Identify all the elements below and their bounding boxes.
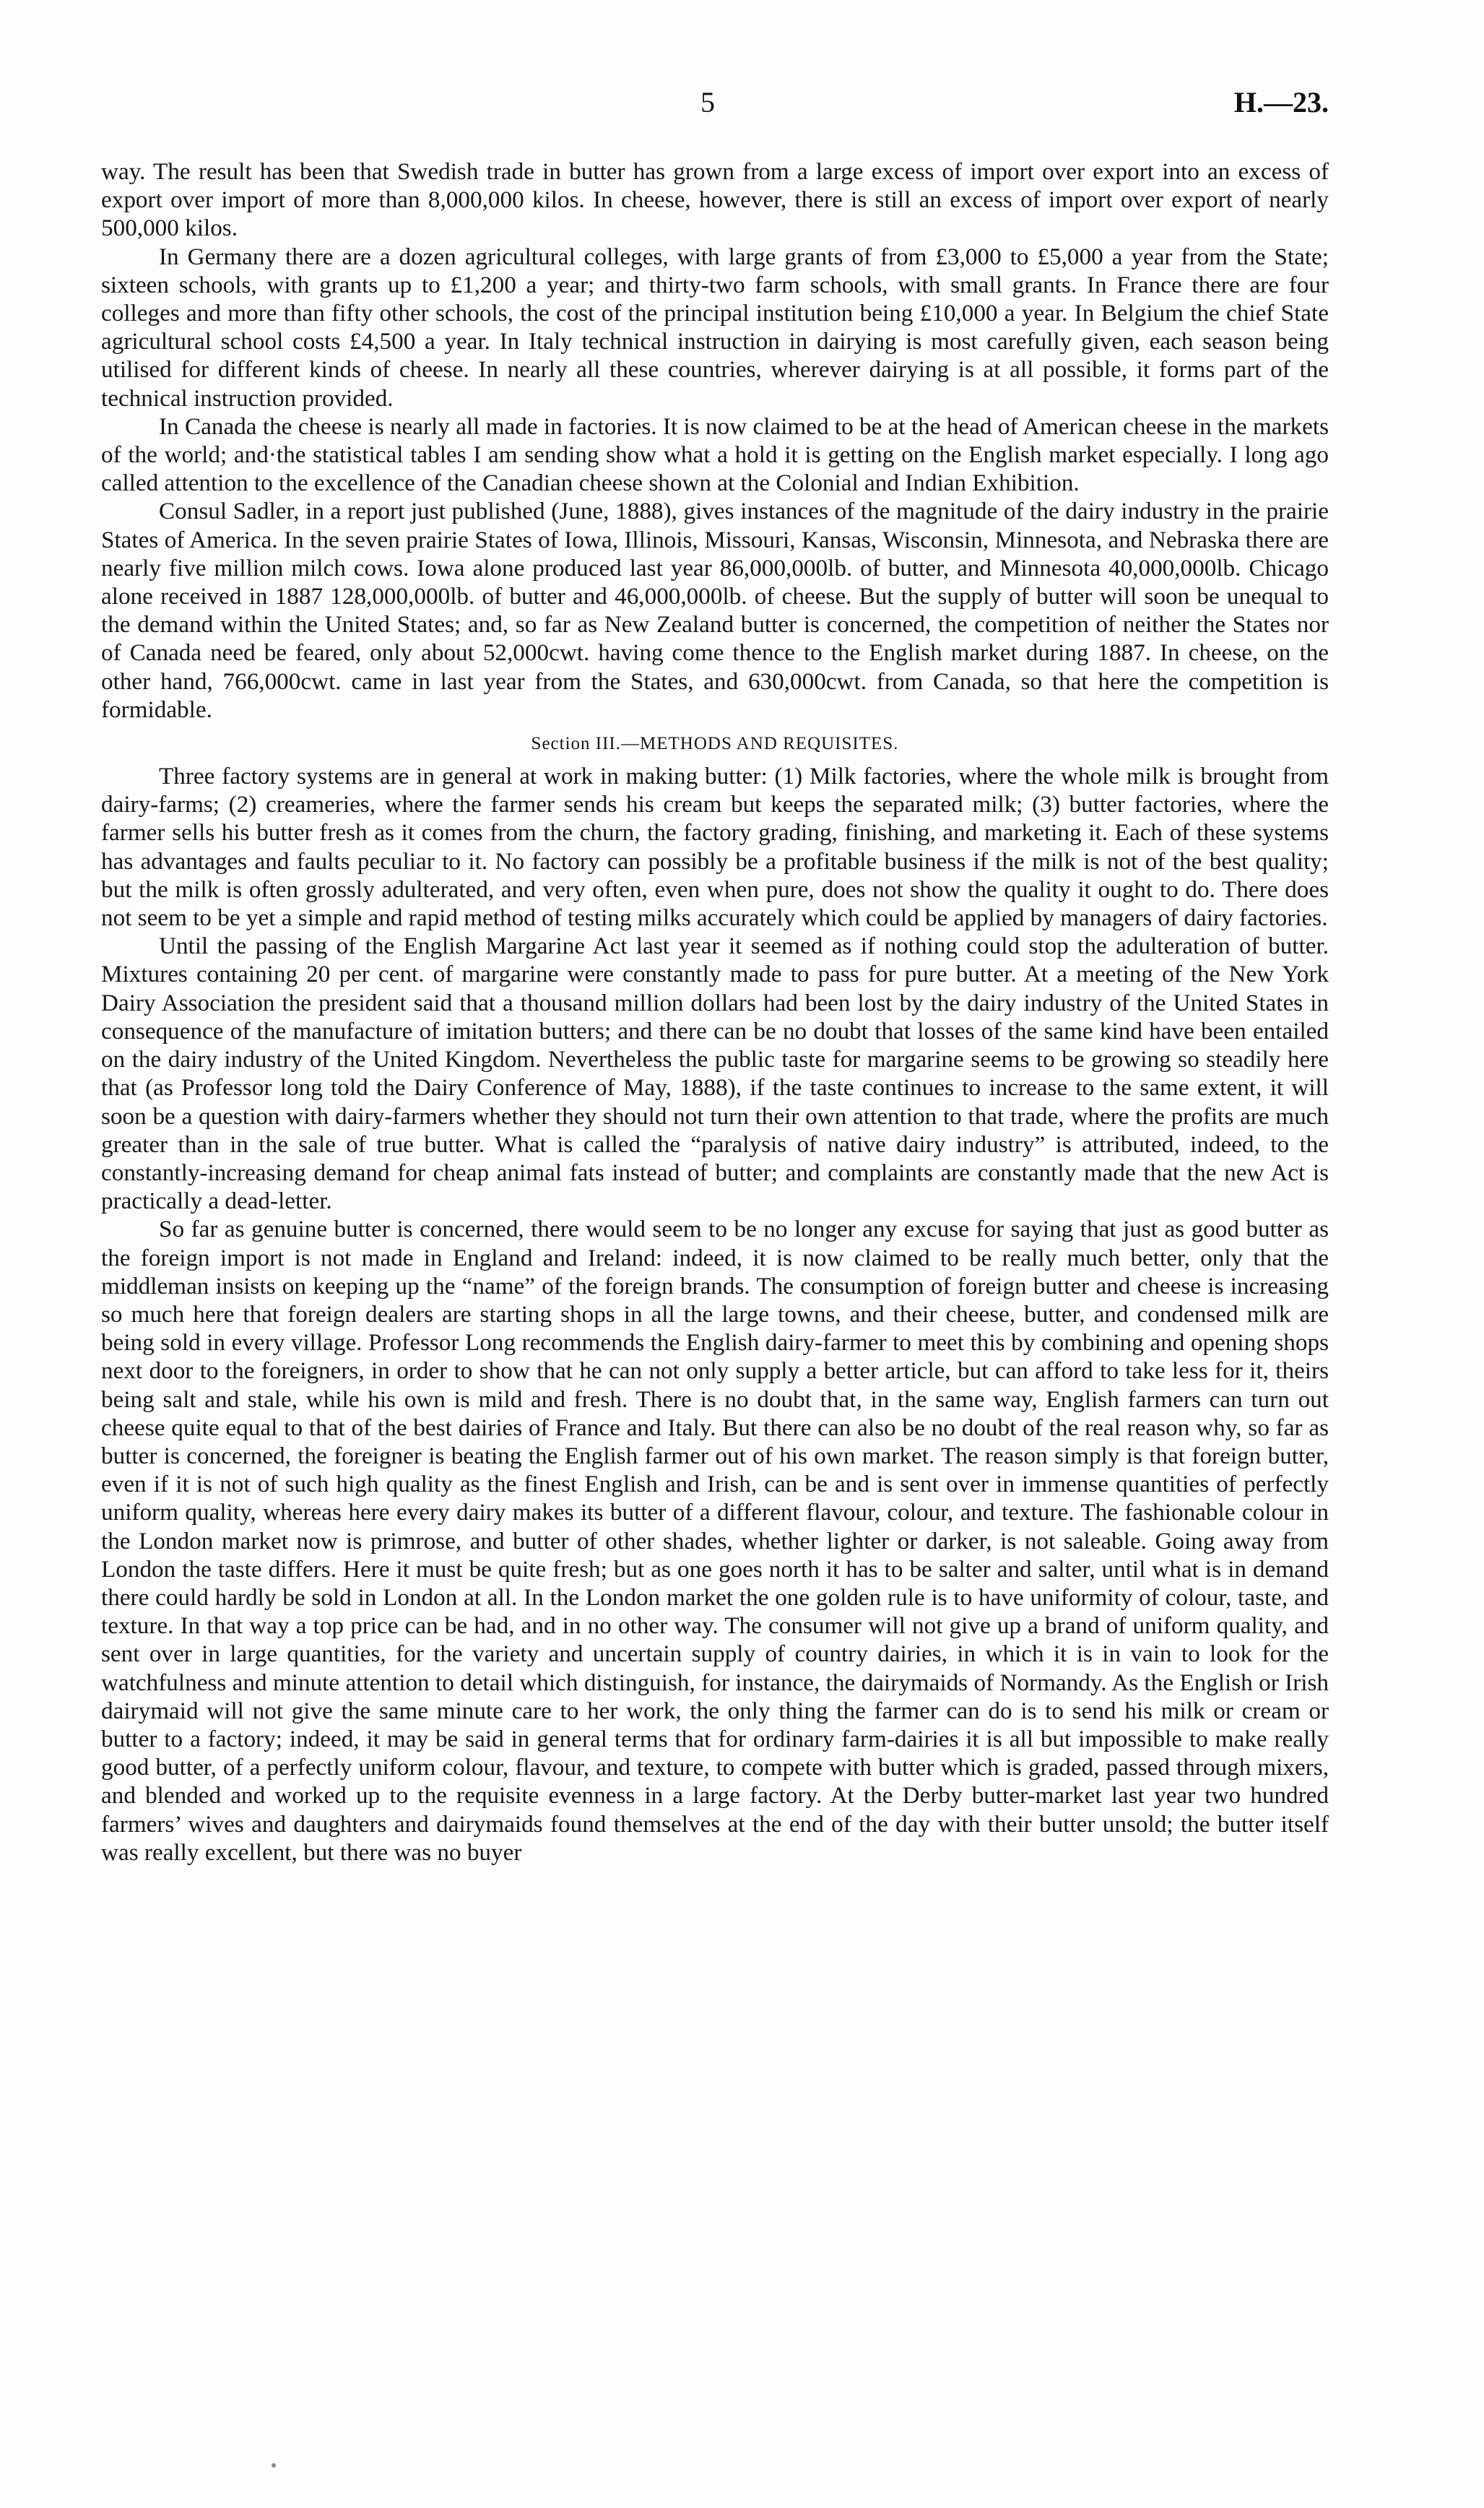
document-reference: H.—23. xyxy=(1233,86,1329,118)
section-heading: Section III.—METHODS AND REQUISITES. xyxy=(531,734,899,754)
paragraph-margarine-act: Until the passing of the English Margarine Act last year it seemed as if nothing could stop the adulteration of butter. Mixtures containing 20 per cent. of margarine were constantly made to pass for pure butter. At a meeting of the New York Dairy Association the president said that a thousand million dollars had been lost by the dairy industry of the United States in consequence of the manufacture of imitation butters; and there can be no doubt that losses of the same kind have been entailed on the dairy industry of the United Kingdom. Nevertheless the public taste for margarine seems to be growing so steadily here that (as Professor long told the Dairy Conference of May, 1888), if the taste continues to increase to the same extent, it will soon be a question with dairy-farmers whether they should not turn their own attention to that trade, where the profits are much greater than in the sale of true butter. What is called the “paralysis of native dairy industry” is attributed, indeed, to the constantly-increasing demand for cheap animal fats instead of butter; and complaints are constantly made that the new Act is practically a dead-letter. xyxy=(101,933,1329,1215)
paragraph-genuine-butter: So far as genuine butter is concerned, there would seem to be no longer any excuse for saying that just as good butter as the foreign import is not made in England and Ireland: indeed, it is now claimed to be really much better, only that the middleman insists on keeping up the “name” of the foreign brands. The consumption of foreign butter and cheese is increasing so much here that foreign dealers are starting shops in all the large towns, and their cheese, butter, and condensed milk are being sold in every village. Professor Long recommends the English dairy-farmer to meet this by combining and opening shops next door to the foreigners, in order to show that he can not only supply a better article, but can afford to take less for it, theirs being salt and stale, while his own is mild and fresh. There is no doubt that, in the same way, English farmers can turn out cheese quite equal to that of the best dairies of France and Italy. But there can also be no doubt of the real reason why, so far as butter is concerned, the foreigner is beating the English farmer out of his own market. The reason simply is that foreign butter, even if it is not of such high quality as the finest English and Irish, can be and is sent over in immense quantities of perfectly uniform quality, whereas here every dairy makes its butter of a different flavour, colour, and texture. The fashionable colour in the London market now is primrose, and butter of other shades, whether lighter or darker, is not saleable. Going away from London the taste differs. Here it must be quite fresh; but as one goes north it has to be salter and salter, until what is in demand there could hardly be sold in London at all. In the London market the one golden rule is to have uniformity of colour, taste, and texture. In that way a top price can be had, and in no other way. The consumer will not give up a brand of uniform quality, and sent over in large quantities, for the variety and uncertain supply of country dairies, in which it is in vain to look for the watchfulness and minute attention to detail which distinguish, for instance, the dairymaids of Normandy. As the English or Irish dairymaid will not give the same minute care to her work, the only thing the farmer can do is to send his milk or cream or butter to a factory; indeed, it may be said in general terms that for ordinary farm-dairies it is all but impossible to make really good butter, of a perfectly uniform colour, flavour, and texture, to compete with butter which is graded, passed through mixers, and blended and worked up to the requisite evenness in a large factory. At the Derby butter-market last year two hundred farmers’ wives and daughters and dairymaids found themselves at the end of the day with their butter unsold; the butter itself was really excellent, but there was no buyer xyxy=(101,1216,1329,1866)
paragraph-canada-cheese: In Canada the cheese is nearly all made in factories. It is now claimed to be at the head of American cheese in the markets of the world; and·the statistical tables I am sending show what a hold it is getting on the English market especially. I long ago called attention to the excellence of the Canadian cheese shown at the Colonial and Indian Exhibition. xyxy=(101,412,1329,497)
paragraph-continued: way. The result has been that Swedish trade in butter has grown from a large excess of import over export into an excess of export over import of more than 8,000,000 kilos. In cheese, however, there is still an excess of import over export of nearly 500,000 kilos. xyxy=(101,158,1329,242)
paragraph-consul-sadler: Consul Sadler, in a report just published (June, 1888), gives instances of the magnitude of the dairy industry in the prairie States of America. In the seven prairie States of Iowa, Illinois, Missouri, Kansas, Wisconsin, Minnesota, and Nebraska there are nearly five million milch cows. Iowa alone produced last year 86,000,000lb. of butter, and Minnesota 40,000,000lb. Chicago alone received in 1887 128,000,000lb. of butter and 46,000,000lb. of cheese. But the supply of butter will soon be unequal to the demand within the United States; and, so far as New Zealand butter is concerned, the competition of neither the States nor of Canada need be feared, only about 52,000cwt. having come thence to the English market during 1887. In cheese, on the other hand, 766,000cwt. came in last year from the States, and 630,000cwt. from Canada, so that here the competition is formidable. xyxy=(101,498,1329,723)
page-header xyxy=(101,85,1329,129)
page-number: 5 xyxy=(700,86,715,118)
paragraph-agricultural-colleges: In Germany there are a dozen agricultural colleges, with large grants of from £3,000 to £5,000 a year from the State; sixteen schools, with grants up to £1,200 a year; and thirty-two farm schools, with small grants. In France there are four colleges and more than fifty other schools, the cost of the principal institution being £10,000 a year. In Belgium the chief State agricultural school costs £4,500 a year. In Italy technical instruction in dairying is most carefully given, each season being utilised for different kinds of cheese. In nearly all these countries, wherever dairying is at all possible, it forms part of the technical instruction provided. xyxy=(101,243,1329,412)
ink-speck xyxy=(272,2463,276,2468)
body-text xyxy=(101,157,1329,1867)
paragraph-factory-systems: Three factory systems are in general at work in making butter: (1) Milk factories, where the whole milk is brought from dairy-farms; (2) creameries, where the farmer sends his cream but keeps the separated milk; (3) butter factories, where the farmer sells his butter fresh as it comes from the churn, the factory grading, finishing, and marketing it. Each of these systems has advantages and faults peculiar to it. No factory can possibly be a profitable business if the milk is not of the best quality; but the milk is often grossly adulterated, and very often, even when pure, does not show the quality it ought to do. There does not seem to be yet a simple and rapid method of testing milks accurately which could be applied by managers of dairy factories. xyxy=(101,763,1329,932)
